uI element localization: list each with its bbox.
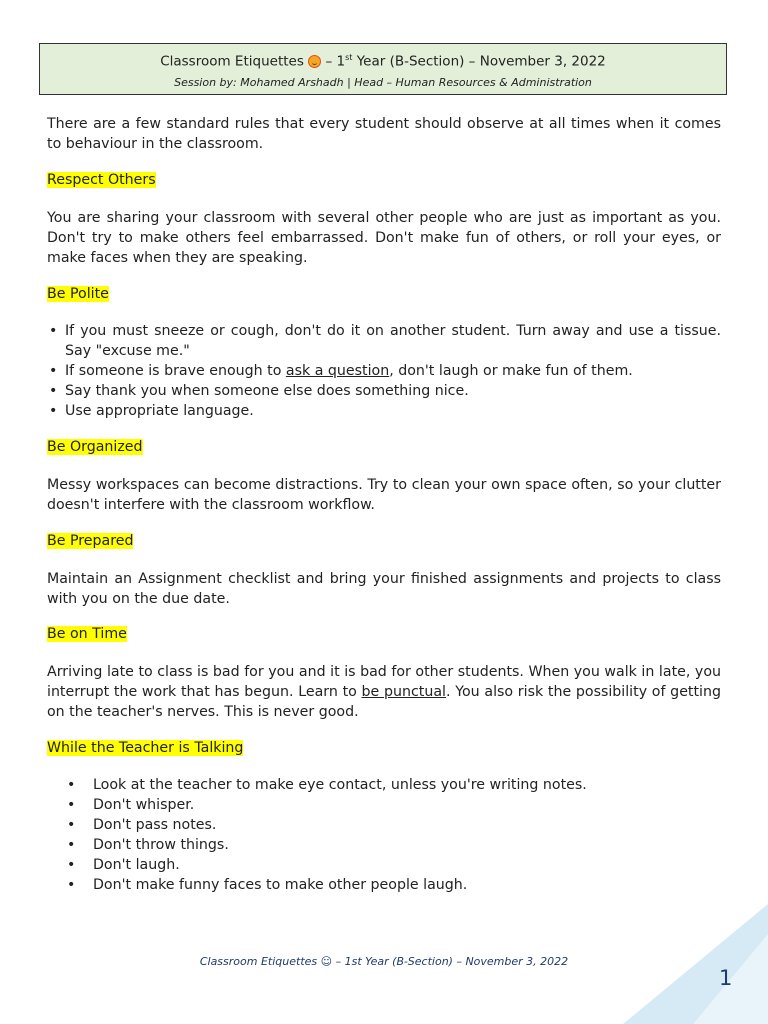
ask-a-question-link[interactable]: ask a question [285,363,390,379]
page-number: 1 [719,966,733,990]
list-item: • Don't throw things. [47,835,721,855]
list-item: • Don't pass notes. [47,815,721,835]
list-item: • Say thank you when someone else does something nice. [47,381,721,401]
document-header [39,43,727,95]
organized-paragraph: Messy workspaces can become distractions. Try to clean your own space often, so your clutter doesn't interfere with the classroom workflow. [47,477,721,513]
respect-paragraph: You are sharing your classroom with several other people who are just as important as you. Don't try to make others feel embarrassed. Don't make fun of others, or roll your eyes, or make faces when they are speaking. [47,210,721,266]
heading-while-teacher-talking: While the Teacher is Talking [47,740,244,756]
list-item: • Look at the teacher to make eye contact, unless you're writing notes. [47,775,721,795]
page-footer: Classroom Etiquettes ☺ – 1st Year (B-Section) – November 3, 2022 [199,955,569,968]
prepared-paragraph: Maintain an Assignment checklist and bring your finished assignments and projects to class with you on the due date. [47,571,721,607]
be-punctual-link[interactable]: be punctual [361,684,446,700]
list-item: • If someone is brave enough to ask a question, don't laugh or make fun of them. [47,361,721,381]
smiley-emoji-icon [308,55,321,68]
list-item: • Don't make funny faces to make other people laugh. [47,875,721,895]
smiley-outline-icon: ☺ [320,955,333,968]
ontime-paragraph: Arriving late to class is bad for you and it is bad for other students. When you walk in late, you interrupt the work that has begun. Learn to be punctual. You also risk the possibility of getting on the teacher's nerves. This is never good. [47,664,721,720]
intro-paragraph: There are a few standard rules that every student should observe at all times when it comes to behaviour in the classroom. [47,116,721,152]
session-byline: Session by: Mohamed Arshadh | Head – Human Resources & Administration [174,75,592,89]
document-title: Classroom Etiquettes – 1st Year (B-Section) – November 3, 2022 [160,53,606,70]
heading-be-polite: Be Polite [47,286,109,302]
heading-be-on-time: Be on Time [47,626,127,642]
list-item: • If you must sneeze or cough, don't do it on another student. Turn away and use a tissue. Say "excuse me." [47,321,721,361]
list-item: • Use appropriate language. [47,401,721,421]
heading-be-prepared: Be Prepared [47,533,134,549]
list-item: • Don't laugh. [47,855,721,875]
list-item: • Don't whisper. [47,795,721,815]
teacher-list [47,775,721,895]
heading-respect-others: Respect Others [47,172,156,188]
polite-list [47,321,721,421]
heading-be-organized: Be Organized [47,439,143,455]
